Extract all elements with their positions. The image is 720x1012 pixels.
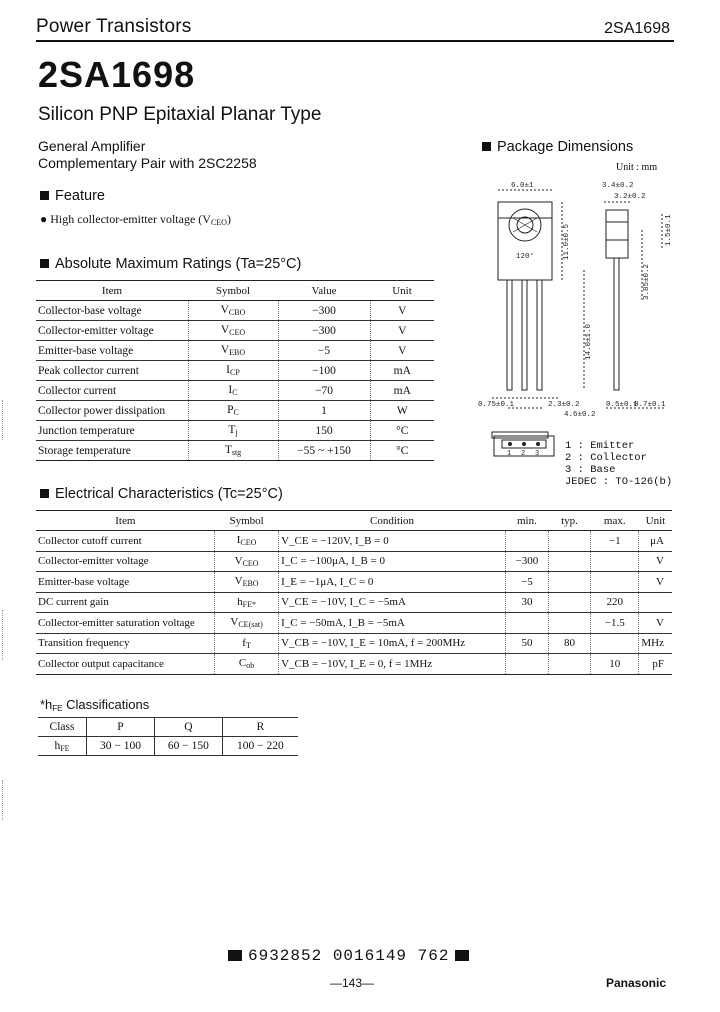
pin-label: 1 xyxy=(507,450,512,458)
item-cell: Emitter-base voltage xyxy=(36,341,188,361)
pin-legend xyxy=(565,440,672,488)
min-cell xyxy=(506,654,549,675)
table-row xyxy=(36,633,672,654)
unit-cell: mA xyxy=(370,381,434,401)
item-cell: Peak collector current xyxy=(36,361,188,381)
typ-cell xyxy=(548,572,590,593)
footer-code: 6932852 0016149 762 xyxy=(222,947,475,965)
table-row xyxy=(36,531,672,552)
hfe-class-p: P xyxy=(87,718,155,737)
dim-side: 3.85±0.2 xyxy=(643,263,651,300)
value-cell: −300 xyxy=(278,321,370,341)
page-number: —143— xyxy=(330,976,375,990)
symbol-cell: $V_{EBO}$ xyxy=(188,341,278,361)
abs-max-table xyxy=(36,280,434,461)
col-unit: Unit xyxy=(639,511,672,531)
lead-3 xyxy=(537,280,542,390)
hfe-class-label: Class xyxy=(38,718,87,737)
unit-cell: °C xyxy=(370,421,434,441)
condition-cell: V_CE = −10V, I_C = −5mA xyxy=(279,592,506,613)
max-cell xyxy=(591,572,639,593)
application-line: Complementary Pair with 2SC2258 xyxy=(38,155,257,171)
typ-cell xyxy=(548,592,590,613)
symbol-cell: $h_{FE*}$ xyxy=(215,592,279,613)
table-row xyxy=(36,341,434,361)
pin-view xyxy=(492,432,558,460)
max-cell: −1.5 xyxy=(591,613,639,634)
table-row xyxy=(36,441,434,461)
hfe-range-p: 30 − 100 xyxy=(87,737,155,756)
dim-t2: 0.7±0.1 xyxy=(634,401,666,409)
unit-cell: V xyxy=(639,613,672,634)
symbol-cell: $T_j$ xyxy=(188,421,278,441)
unit-cell: V xyxy=(370,341,434,361)
col-item: Item xyxy=(36,281,188,301)
table-row xyxy=(36,361,434,381)
item-cell: Collector-base voltage xyxy=(36,301,188,321)
symbol-cell: $V_{EBO}$ xyxy=(215,572,279,593)
min-cell: 30 xyxy=(506,592,549,613)
symbol-cell: $V_{CEO}$ xyxy=(188,321,278,341)
part-number: 2SA1698 xyxy=(38,54,196,95)
hfe-range-r: 100 − 220 xyxy=(222,737,298,756)
item-cell: Collector-emitter saturation voltage xyxy=(36,613,215,634)
item-cell: DC current gain xyxy=(36,592,215,613)
square-bullet-icon xyxy=(40,489,49,498)
elec-table xyxy=(36,510,672,675)
typ-cell: 80 xyxy=(548,633,590,654)
table-row xyxy=(36,421,434,441)
package-heading: Package Dimensions xyxy=(482,139,633,155)
header-part-number: 2SA1698 xyxy=(604,20,670,37)
unit-cell: mA xyxy=(370,361,434,381)
col-item: Item xyxy=(36,511,215,531)
hfe-row-label: $h_{FE}$ xyxy=(38,737,87,756)
value-cell: −300 xyxy=(278,301,370,321)
square-bullet-icon xyxy=(40,259,49,268)
max-cell: 220 xyxy=(591,592,639,613)
table-row xyxy=(36,381,434,401)
col-max: max. xyxy=(591,511,639,531)
typ-cell xyxy=(548,551,590,572)
col-condition: Condition xyxy=(279,511,506,531)
brand-logo: Panasonic xyxy=(606,976,667,990)
condition-cell: V_CB = −10V, I_E = 10mA, f = 200MHz xyxy=(279,633,506,654)
col-unit: Unit xyxy=(370,281,434,301)
value-cell: 150 xyxy=(278,421,370,441)
symbol-cell: $P_C$ xyxy=(188,401,278,421)
symbol-cell: $C_{ob}$ xyxy=(215,654,279,675)
unit-cell: W xyxy=(370,401,434,421)
dim-tab: 3.4±0.2 xyxy=(602,182,634,190)
typ-cell xyxy=(548,654,590,675)
col-symbol: Symbol xyxy=(188,281,278,301)
unit-cell: °C xyxy=(370,441,434,461)
item-cell: Collector output capacitance xyxy=(36,654,215,675)
unit-cell: V xyxy=(370,301,434,321)
item-cell: Storage temperature xyxy=(36,441,188,461)
item-cell: Junction temperature xyxy=(36,421,188,441)
item-cell: Collector-emitter voltage xyxy=(36,321,188,341)
lead-1 xyxy=(507,280,512,390)
symbol-cell: $T_{stg}$ xyxy=(188,441,278,461)
black-block-icon xyxy=(228,950,242,961)
symbol-cell: $I_{CEO}$ xyxy=(215,531,279,552)
symbol-cell: $V_{CE(sat)}$ xyxy=(215,613,279,634)
scan-tick xyxy=(2,780,5,820)
min-cell xyxy=(506,613,549,634)
square-bullet-icon xyxy=(40,191,49,200)
pin-base: 3 : Base xyxy=(565,464,616,476)
unit-cell: V xyxy=(639,572,672,593)
table-row xyxy=(36,401,434,421)
dim-lead: 14.0±1.0 xyxy=(585,323,593,360)
pin-label: 2 xyxy=(521,450,526,458)
condition-cell: V_CB = −10V, I_E = 0, f = 1MHz xyxy=(279,654,506,675)
condition-cell: V_CE = −120V, I_B = 0 xyxy=(279,531,506,552)
square-bullet-icon xyxy=(482,142,491,151)
hfe-heading: $*h_{FE}$ Classifications xyxy=(40,697,150,713)
table-row xyxy=(36,572,672,593)
table-row xyxy=(36,592,672,613)
typ-cell xyxy=(548,531,590,552)
hfe-class-r: R xyxy=(222,718,298,737)
item-cell: Transition frequency xyxy=(36,633,215,654)
elec-heading: Electrical Characteristics (Tc=25°C) xyxy=(40,486,283,502)
pin-label: 3 xyxy=(535,450,540,458)
table-row xyxy=(36,654,672,675)
dim-span: 4.6±0.2 xyxy=(564,411,596,419)
value-cell: −100 xyxy=(278,361,370,381)
typ-cell xyxy=(548,613,590,634)
table-row xyxy=(36,321,434,341)
min-cell: 50 xyxy=(506,633,549,654)
dim-width: 6.0±1 xyxy=(511,182,534,190)
symbol-cell: $f_T$ xyxy=(215,633,279,654)
symbol-cell: $V_{CBO}$ xyxy=(188,301,278,321)
condition-cell: I_C = −50mA, I_B = −5mA xyxy=(279,613,506,634)
item-cell: Collector current xyxy=(36,381,188,401)
col-min: min. xyxy=(506,511,549,531)
unit-cell: MHz xyxy=(639,633,672,654)
unit-cell: V xyxy=(639,551,672,572)
lead-2 xyxy=(522,280,527,390)
hfe-table xyxy=(38,717,298,756)
dot-bullet-icon: ● xyxy=(40,212,48,226)
hfe-range-q: 60 − 150 xyxy=(154,737,222,756)
condition-cell: I_C = −100μA, I_B = 0 xyxy=(279,551,506,572)
header-rule xyxy=(36,40,674,42)
value-cell: −70 xyxy=(278,381,370,401)
dim-angle: 120° xyxy=(516,253,535,261)
unit-label: Unit : mm xyxy=(616,162,658,173)
dim-lead-width: 0.75±0.1 xyxy=(478,401,515,409)
dim-height: 11.0±0.5 xyxy=(563,223,571,260)
max-cell: 10 xyxy=(591,654,639,675)
col-typ: typ. xyxy=(548,511,590,531)
black-block-icon xyxy=(455,950,469,961)
item-cell: Emitter-base voltage xyxy=(36,572,215,593)
unit-cell xyxy=(639,592,672,613)
applications xyxy=(38,138,257,172)
value-cell: −55 ~ +150 xyxy=(278,441,370,461)
item-cell: Collector power dissipation xyxy=(36,401,188,421)
package-drawing xyxy=(478,170,678,440)
unit-cell: V xyxy=(370,321,434,341)
col-value: Value xyxy=(278,281,370,301)
symbol-cell: $I_{CP}$ xyxy=(188,361,278,381)
jedec-label: JEDEC : TO-126(b) xyxy=(565,476,673,488)
table-row xyxy=(36,613,672,634)
min-cell: −5 xyxy=(506,572,549,593)
feature-bullet: ● High collector-emitter voltage $(V_{CEO})$ xyxy=(40,212,231,227)
dim-top: 3.2±0.2 xyxy=(614,193,646,201)
pin-collector: 2 : Collector xyxy=(565,452,647,464)
unit-cell: pF xyxy=(639,654,672,675)
scan-tick xyxy=(2,400,5,440)
col-symbol: Symbol xyxy=(215,511,279,531)
dim-pitch: 2.3±0.2 xyxy=(548,401,580,409)
max-cell xyxy=(591,633,639,654)
table-row xyxy=(36,301,434,321)
value-cell: 1 xyxy=(278,401,370,421)
pin-emitter: 1 : Emitter xyxy=(565,440,635,452)
hfe-class-q: Q xyxy=(154,718,222,737)
subtitle: Silicon PNP Epitaxial Planar Type xyxy=(38,104,322,125)
max-cell: −1 xyxy=(591,531,639,552)
dim-t1: 0.5±0.1 xyxy=(606,401,638,409)
application-line: General Amplifier xyxy=(38,138,146,154)
item-cell: Collector cutoff current xyxy=(36,531,215,552)
value-cell: −5 xyxy=(278,341,370,361)
table-row xyxy=(36,551,672,572)
feature-heading: Feature xyxy=(40,188,105,204)
min-cell: −300 xyxy=(506,551,549,572)
symbol-cell: $V_{CEO}$ xyxy=(215,551,279,572)
max-cell xyxy=(591,551,639,572)
dim-top-thickness: 1.5±0.1 xyxy=(665,214,673,246)
package-side xyxy=(606,210,628,258)
item-cell: Collector-emitter voltage xyxy=(36,551,215,572)
series-title: Power Transistors xyxy=(36,16,192,37)
scan-tick xyxy=(2,610,5,660)
condition-cell: I_E = −1μA, I_C = 0 xyxy=(279,572,506,593)
min-cell xyxy=(506,531,549,552)
unit-cell: μA xyxy=(639,531,672,552)
abs-max-heading: Absolute Maximum Ratings (Ta=25°C) xyxy=(40,256,301,272)
symbol-cell: $I_C$ xyxy=(188,381,278,401)
